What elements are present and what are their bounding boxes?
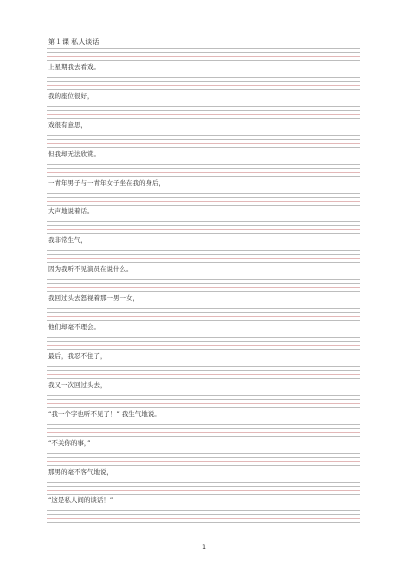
sentence-line: 他们却毫不理会。: [48, 323, 100, 331]
ruling-line: [47, 308, 360, 309]
ruling-line: [47, 283, 360, 284]
ruling-line: [47, 522, 360, 523]
ruling-line: [47, 457, 360, 458]
sentence-line: “不关你的事，”: [48, 438, 91, 447]
ruling-line: [47, 395, 360, 396]
ruling-line-accent: [47, 490, 360, 491]
ruling-line: [47, 486, 360, 487]
ruling-line: [47, 193, 360, 194]
ruling-line: [47, 453, 360, 454]
ruling-line: [47, 139, 360, 140]
sentence-line: 我又一次回过头去，: [48, 380, 107, 389]
sentence-line: 我非常生气，: [48, 236, 87, 245]
ruling-line-accent: [47, 229, 360, 230]
ruling-line-accent: [47, 85, 360, 86]
ruling-line: [47, 514, 360, 515]
ruling-line: [47, 341, 360, 342]
sentence-line: 大声地说着话。: [48, 207, 94, 216]
ruling-line: [47, 164, 360, 165]
sentence-line: “我一个字也听不见了！” 我生气地说。: [48, 409, 161, 418]
ruling-line: [47, 106, 360, 107]
ruling-line: [47, 378, 360, 379]
ruling-line-accent: [47, 345, 360, 346]
sentence-line: 最后，我忍不住了，: [48, 351, 107, 360]
ruling-line: [47, 494, 360, 495]
ruling-line: [47, 48, 360, 49]
ruling-line-accent: [47, 114, 360, 115]
ruling-line-accent: [47, 461, 360, 462]
ruling-line-accent: [47, 432, 360, 433]
ruling-line: [47, 176, 360, 177]
sentence-line: “这是私人间的谈话！”: [48, 496, 114, 505]
ruling-line: [47, 81, 360, 82]
ruling-line: [47, 110, 360, 111]
ruling-line: [47, 436, 360, 437]
sentence-line: 上星期我去看戏。: [48, 62, 100, 71]
ruling-line: [47, 399, 360, 400]
ruling-line: [47, 312, 360, 313]
ruling-line: [47, 366, 360, 367]
ruling-line-accent: [47, 518, 360, 519]
ruling-line-accent: [47, 374, 360, 375]
ruling-line: [47, 197, 360, 198]
ruling-line: [47, 370, 360, 371]
ruling-line: [47, 168, 360, 169]
ruling-line-accent: [47, 143, 360, 144]
ruling-line: [47, 349, 360, 350]
ruling-line-accent: [47, 316, 360, 317]
ruling-line-accent: [47, 258, 360, 259]
sentence-line: 因为我听不见演员在说什么。: [48, 265, 133, 274]
ruling-line: [47, 482, 360, 483]
ruling-line: [47, 291, 360, 292]
ruling-line-accent: [47, 56, 360, 57]
ruling-line: [47, 60, 360, 61]
sentence-line: 但我却无法欣赏。: [48, 149, 100, 158]
ruling-line: [47, 510, 360, 511]
ruling-line: [47, 52, 360, 53]
ruling-line-accent: [47, 201, 360, 202]
sentence-line: 那男的毫不客气地说，: [48, 467, 113, 476]
ruling-line: [47, 407, 360, 408]
ruling-line: [47, 250, 360, 251]
ruling-line: [47, 77, 360, 78]
lesson-title: 第１课 私人谈话: [48, 38, 100, 46]
ruling-line: [47, 337, 360, 338]
sentence-line: 戏很有意思，: [48, 120, 87, 129]
ruling-line: [47, 262, 360, 263]
ruling-line: [47, 428, 360, 429]
sentence-line: 我的座位很好，: [48, 91, 94, 100]
ruling-line: [47, 147, 360, 148]
ruling-line: [47, 135, 360, 136]
ruling-line: [47, 118, 360, 119]
page-number: 1: [202, 544, 206, 551]
ruling-line: [47, 205, 360, 206]
ruling-line: [47, 465, 360, 466]
ruling-line: [47, 254, 360, 255]
ruling-line: [47, 233, 360, 234]
sentence-line: 一青年男子与一青年女子坐在我的身后，: [48, 178, 165, 187]
sentence-line: 我回过头去怒视着那一男一女，: [48, 294, 139, 303]
ruling-line-accent: [47, 172, 360, 173]
ruling-line: [47, 320, 360, 321]
ruling-line-accent: [47, 403, 360, 404]
ruling-line: [47, 89, 360, 90]
ruling-line: [47, 279, 360, 280]
ruling-line: [47, 221, 360, 222]
ruling-line: [47, 225, 360, 226]
ruling-line-accent: [47, 287, 360, 288]
ruling-line: [47, 424, 360, 425]
